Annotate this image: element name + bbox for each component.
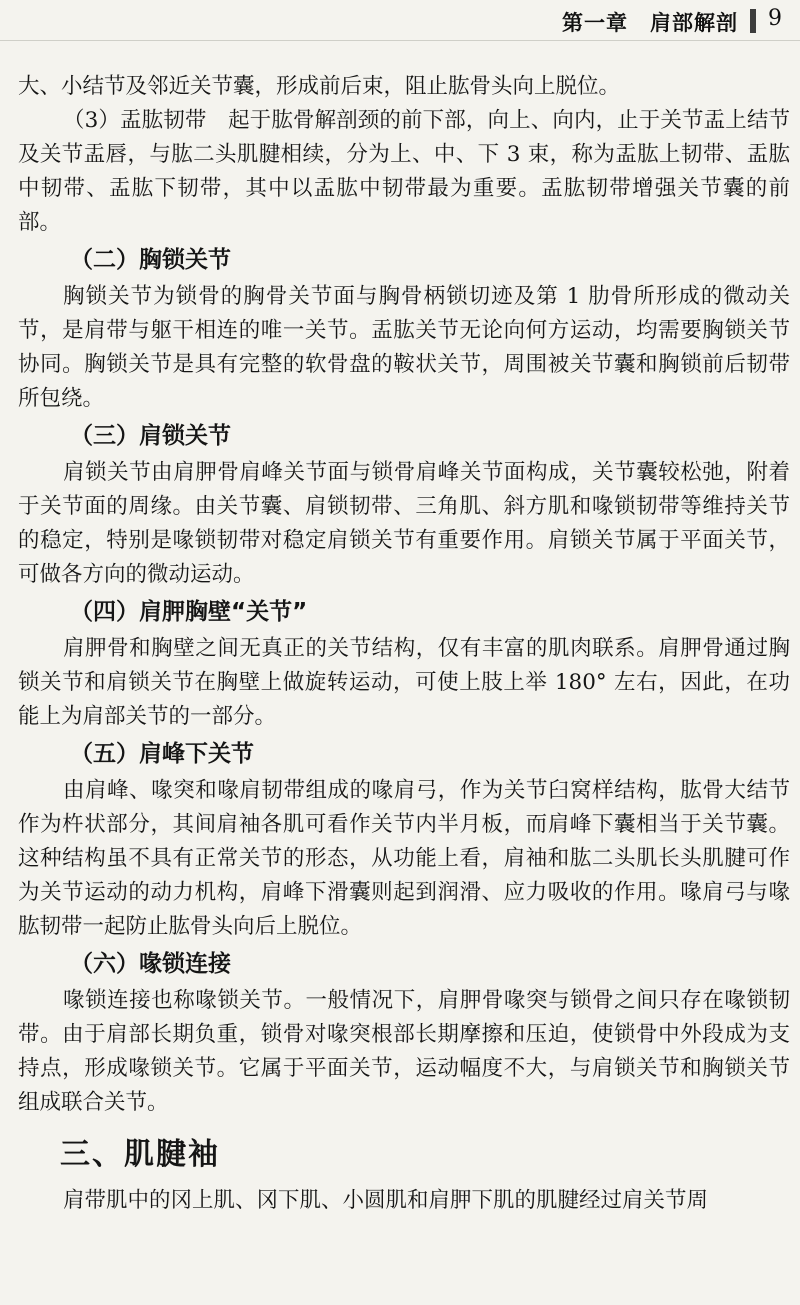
page-number: 9	[768, 6, 782, 31]
paragraph-sternoclavicular-joint: 胸锁关节为锁骨的胸骨关节面与胸骨柄锁切迹及第 1 肋骨所形成的微动关节，是肩带与躯干相连的唯一关节。盂肱关节无论向何方运动，均需要胸锁关节协同。胸锁关节是具有完整的软骨盘的鞍状关节，周围被关节囊和胸锁前后韧带所包绕。	[18, 284, 790, 411]
heading-acromioclavicular-joint: （三）肩锁关节	[70, 423, 231, 449]
heading-scapulothoracic-joint: （四）肩胛胸壁“关节”	[70, 599, 308, 625]
paragraph-rotator-cuff: 肩带肌中的冈上肌、冈下肌、小圆肌和肩胛下肌的肌腱经过肩关节周	[63, 1188, 709, 1213]
page-body	[18, 70, 790, 1218]
paragraph-glenohumeral-ligament: （3）盂肱韧带 起于肱骨解剖颈的前下部，向上、向内，止于关节盂上结节及关节盂唇，与肱二头肌腱相续，分为上、中、下 3 束，称为盂肱上韧带、盂肱中韧带、盂肱下韧带，其中以盂肱中韧带最为重要。盂肱韧带增强关节囊的前部。	[18, 108, 790, 235]
heading-coracoclavicular-connection: （六）喙锁连接	[70, 951, 231, 977]
paragraph-acromioclavicular-joint: 肩锁关节由肩胛骨肩峰关节面与锁骨肩峰关节面构成，关节囊较松弛，附着于关节面的周缘。由关节囊、肩锁韧带、三角肌、斜方肌和喙锁韧带等维持关节的稳定，特别是喙锁韧带对稳定肩锁关节有重要作用。肩锁关节属于平面关节，可做各方向的微动运动。	[18, 460, 790, 587]
paragraph-subacromial-joint: 由肩峰、喙突和喙肩韧带组成的喙肩弓，作为关节臼窝样结构，肱骨大结节作为杵状部分，其间肩袖各肌可看作关节内半月板，而肩峰下囊相当于关节囊。这种结构虽不具有正常关节的形态，从功能上看，肩袖和肱二头肌长头肌腱可作为关节运动的动力机构，肩峰下滑囊则起到润滑、应力吸收的作用。喙肩弓与喙肱韧带一起防止肱骨头向后上脱位。	[18, 778, 790, 939]
paragraph-scapulothoracic-joint: 肩胛骨和胸壁之间无真正的关节结构，仅有丰富的肌肉联系。肩胛骨通过胸锁关节和肩锁关节在胸壁上做旋转运动，可使上肢上举 180° 左右，因此，在功能上为肩部关节的一部分。	[18, 636, 790, 729]
heading-sternoclavicular-joint: （二）胸锁关节	[70, 247, 231, 273]
section-heading-rotator-cuff: 三、肌腱袖	[60, 1137, 220, 1172]
heading-subacromial-joint: （五）肩峰下关节	[70, 741, 254, 767]
page-header	[0, 0, 800, 41]
paragraph-coracoclavicular-connection: 喙锁连接也称喙锁关节。一般情况下，肩胛骨喙突与锁骨之间只存在喙锁韧带。由于肩部长期负重，锁骨对喙突根部长期摩擦和压迫，使锁骨中外段成为支持点，形成喙锁关节。它属于平面关节，运动幅度不大，与肩锁关节和胸锁关节组成联合关节。	[18, 988, 790, 1115]
paragraph-continued: 大、小结节及邻近关节囊，形成前后束，阻止肱骨头向上脱位。	[18, 74, 621, 99]
running-head-chapter: 第一章 肩部解剖	[562, 11, 738, 35]
header-divider-bar	[750, 9, 756, 33]
